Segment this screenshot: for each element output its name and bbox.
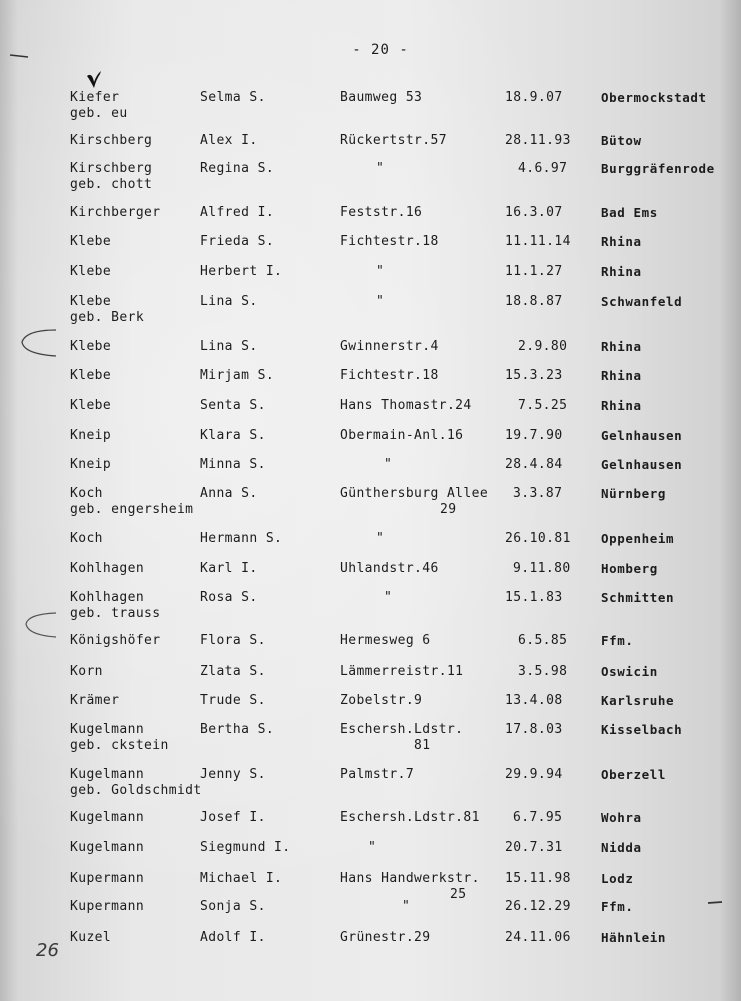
entry-surname: Kohlhagen geb. trauss	[70, 590, 161, 621]
entry-surname: Kupermann	[70, 899, 145, 914]
entry-surname: Koch geb. engersheim	[70, 486, 194, 517]
entry-address: Günthersburg Allee 29	[340, 486, 489, 517]
entry-given-name: Senta S.	[200, 398, 266, 413]
entry-surname: Kirchberger	[70, 205, 161, 220]
entry-given-name: Flora S.	[200, 633, 266, 648]
entry-birth-date: 3.5.98	[518, 664, 568, 679]
handwritten-page-note: 26	[36, 940, 59, 961]
entry-row	[0, 767, 741, 807]
entry-address-continued: 81	[414, 738, 431, 753]
entry-given-name: Lina S.	[200, 294, 258, 309]
entry-birth-place: Wohra	[601, 810, 642, 825]
entry-given-name: Sonja S.	[200, 899, 266, 914]
entry-given-name: Rosa S.	[200, 590, 258, 605]
entry-given-name: Frieda S.	[200, 234, 275, 249]
entry-birth-place: Schmitten	[601, 590, 675, 605]
page-number: - 20 -	[352, 42, 409, 58]
entry-given-name: Regina S.	[200, 161, 275, 176]
entry-address: "	[376, 264, 385, 279]
entry-surname: Kugelmann	[70, 840, 145, 855]
entry-address: Uhlandstr.46	[340, 561, 439, 576]
entry-given-name: Alfred I.	[200, 205, 275, 220]
entry-surname: Kugelmann	[70, 810, 145, 825]
entry-surname: Kiefer geb. eu	[70, 90, 128, 121]
entry-address: Zobelstr.9	[340, 693, 423, 708]
entry-birth-place: Rhina	[601, 398, 642, 413]
entry-maiden-name: geb. chott	[70, 177, 153, 192]
entry-birth-date: 15.11.98	[505, 871, 571, 886]
entry-given-name: Josef I.	[200, 810, 266, 825]
entry-birth-place: Ffm.	[601, 633, 634, 648]
entry-surname: Kuzel	[70, 930, 112, 945]
entry-birth-place: Karlsruhe	[601, 693, 675, 708]
entry-surname: Klebe	[70, 398, 112, 413]
entry-given-name: Jenny S.	[200, 767, 266, 782]
entry-row	[0, 930, 741, 970]
entry-given-name: Mirjam S.	[200, 368, 275, 383]
entry-surname: Korn	[70, 664, 103, 679]
entry-birth-date: 7.5.25	[518, 398, 568, 413]
entry-maiden-name: geb. ckstein	[70, 738, 169, 753]
entry-address: Grünestr.29	[340, 930, 431, 945]
entry-birth-place: Rhina	[601, 339, 642, 354]
pencil-bracket-mark-icon	[16, 326, 60, 360]
entry-surname: Koch	[70, 531, 103, 546]
entry-address-continued: 25	[450, 887, 467, 902]
entry-address: Gwinnerstr.4	[340, 339, 439, 354]
entry-birth-place: Homberg	[601, 561, 658, 576]
entry-surname: Klebe	[70, 264, 112, 279]
entry-given-name: Lina S.	[200, 339, 258, 354]
entry-given-name: Karl I.	[200, 561, 258, 576]
entry-surname: Klebe	[70, 368, 112, 383]
entry-birth-place: Gelnhausen	[601, 428, 683, 443]
entry-given-name: Selma S.	[200, 90, 266, 105]
entry-birth-date: 6.5.85	[518, 633, 568, 648]
entry-birth-place: Kisselbach	[601, 722, 683, 737]
entry-address: "	[384, 457, 393, 472]
entry-row	[0, 590, 741, 630]
entry-birth-place: Lodz	[601, 871, 634, 886]
entry-surname: Kugelmann geb. ckstein	[70, 722, 169, 753]
entry-maiden-name: geb. Goldschmidt	[70, 783, 202, 798]
entry-surname: Kirschberg	[70, 133, 153, 148]
entry-birth-date: 4.6.97	[518, 161, 568, 176]
entry-birth-place: Obermockstadt	[601, 90, 707, 105]
entry-birth-place: Bütow	[601, 133, 642, 148]
entry-surname: Klebe	[70, 234, 112, 249]
entry-maiden-name: geb. engersheim	[70, 502, 194, 517]
entry-birth-date: 11.1.27	[505, 264, 563, 279]
entry-given-name: Bertha S.	[200, 722, 275, 737]
entry-birth-date: 20.7.31	[505, 840, 563, 855]
entry-address-continued: 29	[440, 502, 457, 517]
entry-birth-place: Oppenheim	[601, 531, 675, 546]
entry-address: Eschersh.Ldstr. 81	[340, 722, 464, 753]
margin-dash-mark-icon	[706, 896, 724, 908]
entry-surname: Kirschberg geb. chott	[70, 161, 153, 192]
entry-surname: Kneip	[70, 457, 112, 472]
entry-given-name: Hermann S.	[200, 531, 283, 546]
pencil-bracket-mark-icon	[20, 610, 60, 640]
entry-birth-place: Oswicin	[601, 664, 658, 679]
entry-address: Hans Handwerkstr. 25	[340, 871, 480, 902]
entry-birth-place: Oberzell	[601, 767, 667, 782]
entry-birth-place: Nidda	[601, 840, 642, 855]
margin-dash-mark-icon	[8, 50, 32, 62]
entry-surname: Klebe geb. Berk	[70, 294, 145, 325]
entry-birth-date: 15.3.23	[505, 368, 563, 383]
entry-address: "	[402, 899, 411, 914]
entry-birth-place: Rhina	[601, 368, 642, 383]
entry-row	[0, 161, 741, 201]
entry-birth-date: 3.3.87	[513, 486, 563, 501]
entry-given-name: Anna S.	[200, 486, 258, 501]
entry-address: Feststr.16	[340, 205, 423, 220]
entry-birth-date: 29.9.94	[505, 767, 563, 782]
entry-birth-place: Nürnberg	[601, 486, 667, 501]
entry-birth-place: Rhina	[601, 264, 642, 279]
entry-given-name: Minna S.	[200, 457, 266, 472]
entry-birth-place: Schwanfeld	[601, 294, 683, 309]
entry-birth-date: 13.4.08	[505, 693, 563, 708]
entry-surname: Klebe	[70, 339, 112, 354]
entry-address: Obermain-Anl.16	[340, 428, 464, 443]
entry-birth-place: Ffm.	[601, 899, 634, 914]
entry-row	[0, 294, 741, 334]
entry-address: Fichtestr.18	[340, 234, 439, 249]
entry-address: Hans Thomastr.24	[340, 398, 472, 413]
entry-maiden-name: geb. trauss	[70, 606, 161, 621]
entry-birth-date: 15.1.83	[505, 590, 563, 605]
entry-birth-place: Hähnlein	[601, 930, 667, 945]
entry-birth-date: 6.7.95	[513, 810, 563, 825]
entry-address: Hermesweg 6	[340, 633, 431, 648]
entry-birth-date: 16.3.07	[505, 205, 563, 220]
entry-row	[0, 90, 741, 130]
entry-birth-date: 26.12.29	[505, 899, 571, 914]
entry-given-name: Trude S.	[200, 693, 266, 708]
entry-address: "	[384, 590, 393, 605]
entry-given-name: Michael I.	[200, 871, 283, 886]
entry-surname: Kupermann	[70, 871, 145, 886]
entry-given-name: Zlata S.	[200, 664, 266, 679]
entry-address: Fichtestr.18	[340, 368, 439, 383]
entry-birth-place: Gelnhausen	[601, 457, 683, 472]
entry-address: Palmstr.7	[340, 767, 415, 782]
entry-surname: Kohlhagen	[70, 561, 145, 576]
entry-birth-date: 18.9.07	[505, 90, 563, 105]
entry-surname: Königshöfer	[70, 633, 161, 648]
entry-birth-date: 11.11.14	[505, 234, 571, 249]
entry-birth-date: 28.4.84	[505, 457, 563, 472]
entry-address: Rückertstr.57	[340, 133, 447, 148]
entry-given-name: Siegmund I.	[200, 840, 291, 855]
entry-address: "	[376, 294, 385, 309]
entry-given-name: Herbert I.	[200, 264, 283, 279]
entry-address: "	[376, 161, 385, 176]
entry-address: "	[376, 531, 385, 546]
entry-address: "	[368, 840, 377, 855]
entry-maiden-name: geb. eu	[70, 106, 128, 121]
entry-birth-date: 18.8.87	[505, 294, 563, 309]
entry-birth-date: 2.9.80	[518, 339, 568, 354]
entry-maiden-name: geb. Berk	[70, 310, 145, 325]
entry-surname: Kugelmann geb. Goldschmidt	[70, 767, 202, 798]
entry-birth-date: 26.10.81	[505, 531, 571, 546]
entry-birth-date: 28.11.93	[505, 133, 571, 148]
entry-address: Lämmerreistr.11	[340, 664, 464, 679]
entry-given-name: Klara S.	[200, 428, 266, 443]
entry-surname: Kneip	[70, 428, 112, 443]
entry-address: Baumweg 53	[340, 90, 423, 105]
entry-birth-place: Burggräfenrode	[601, 161, 715, 176]
entry-birth-date: 17.8.03	[505, 722, 563, 737]
entry-given-name: Alex I.	[200, 133, 258, 148]
entry-birth-date: 9.11.80	[513, 561, 571, 576]
entry-birth-place: Rhina	[601, 234, 642, 249]
entry-address: Eschersh.Ldstr.81	[340, 810, 480, 825]
ink-checkmark-icon	[84, 70, 104, 92]
entry-row	[0, 722, 741, 762]
entry-birth-date: 19.7.90	[505, 428, 563, 443]
entry-birth-place: Bad Ems	[601, 205, 658, 220]
entry-given-name: Adolf I.	[200, 930, 266, 945]
entry-birth-date: 24.11.06	[505, 930, 571, 945]
entry-surname: Krämer	[70, 693, 120, 708]
entry-row	[0, 486, 741, 526]
